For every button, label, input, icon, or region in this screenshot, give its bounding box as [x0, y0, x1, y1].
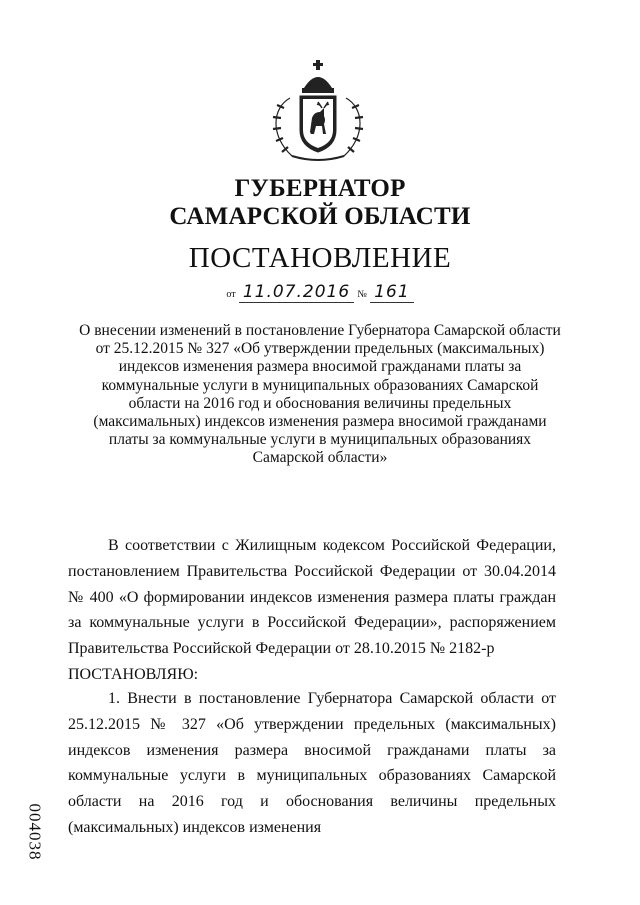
number-label: №: [357, 289, 367, 300]
coat-of-arms-emblem: [262, 58, 374, 164]
archive-stamp-number: 004038: [25, 803, 45, 861]
preamble-paragraph: [68, 533, 556, 688]
region-title: САМАРСКОЙ ОБЛАСТИ: [169, 203, 471, 230]
date-prefix: от: [226, 289, 236, 300]
document-type-heading: ПОСТАНОВЛЕНИЕ: [188, 242, 452, 274]
item-1-text: 1. Внести в постановление Губернатора Самарской области от 25.12.2015 № 327 «Об утверждении предельных (максимальных) индексов изменения размера вносимой гражданами платы за коммунальные услуги в муниципальных образованиях Самарской области на 2016 год и обоснования величины предельных (максимальных) индексов изменения: [68, 690, 556, 836]
date-number-line: [0, 282, 640, 302]
governor-title: ГУБЕРНАТОР: [234, 175, 406, 202]
document-number: 161: [370, 282, 413, 303]
item-1-paragraph: [68, 686, 556, 841]
document-date: 11.07.2016: [239, 282, 354, 303]
preamble-text: В соответствии с Жилищным кодексом Российской Федерации, постановлением Правительства Российской Федерации от 30.04.2014 № 400 «О формировании индексов изменения размера платы граждан за коммунальные услуги в Российской Федерации», распоряжением Правительства Российской Федерации от 28.10.2015 № 2182-р: [68, 537, 556, 658]
resolution-word: ПОСТАНОВЛЯЮ:: [68, 665, 199, 683]
document-subject: О внесении изменений в постановление Губернатора Самарской области от 25.12.2015 № 327 «Об утверждении предельных (максимальных) индексов изменения размера вносимой гражданами платы за коммунальные услуги в муниципальных образованиях Самарской области на 2016 год и обоснования величины предельных (максимальных) индексов изменения размера вносимой гражданами платы за коммунальные услуги в муниципальных образованиях Самарской области»: [79, 322, 561, 467]
